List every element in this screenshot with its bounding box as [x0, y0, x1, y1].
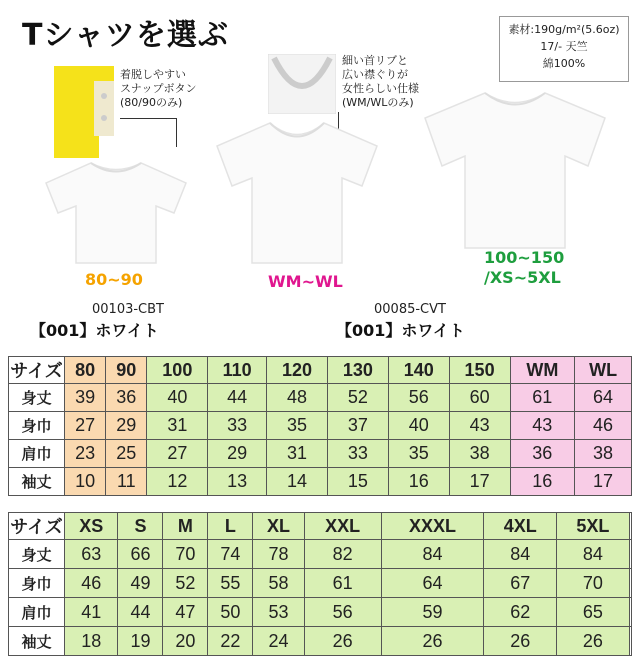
table-row: 身巾 46 49 52 55 58 61 64 67 70	[9, 569, 632, 598]
table-row: サイズ XS S M L XL XXL XXXL 4XL 5XL	[9, 513, 632, 540]
adult-color-name: 【001】ホワイト	[336, 321, 465, 340]
adult-size-label: 100~150 /XS~5XL	[484, 248, 565, 287]
table-row: 袖丈 10 11 12 13 14 15 16 17 16 17	[9, 468, 632, 496]
table-row: 肩巾 41 44 47 50 53 56 59 62 65	[9, 598, 632, 627]
adult-product-code: 00085-CVT	[374, 302, 446, 317]
kids-size-label: 80~90	[85, 270, 143, 289]
size-table-adult	[8, 512, 632, 656]
adult-tshirt-image	[420, 88, 610, 253]
table-row: 身巾 27 29 31 33 35 37 40 43 43 46	[9, 412, 632, 440]
kids-color-name: 【001】ホワイト	[30, 321, 159, 340]
spec-yarn: 17/- 天竺	[540, 40, 588, 53]
table-row: 身丈 39 36 40 44 48 52 56 60 61 64	[9, 384, 632, 412]
material-spec-box	[499, 16, 629, 82]
kids-tshirt-image	[36, 158, 196, 268]
snap-leader-line	[120, 118, 177, 147]
table-row: サイズ 80 90 100 110 120 130 140 150 WM WL	[9, 357, 632, 384]
womens-size-label: WM~WL	[268, 272, 343, 291]
kids-product-code: 00103-CBT	[92, 302, 164, 317]
table-row: 身丈 63 66 70 74 78 82 84 84 84	[9, 540, 632, 569]
snap-button-detail-image	[54, 66, 114, 158]
table-row: 袖丈 18 19 20 22 24 26 26 26 26	[9, 627, 632, 656]
womens-tshirt-image	[212, 118, 382, 268]
table-row: 肩巾 23 25 27 29 31 33 35 38 36 38	[9, 440, 632, 468]
snap-note: 着脱しやすい スナップボタン (80/90のみ)	[120, 68, 197, 109]
neck-rib-detail-image	[268, 54, 336, 114]
rib-note: 細い首リブと 広い襟ぐりが 女性らしい仕様 (WM/WLのみ)	[342, 54, 419, 109]
spec-material: 素材:190g/m²(5.6oz)	[508, 23, 620, 36]
page-title: Tシャツを選ぶ	[22, 18, 229, 53]
spec-cotton: 綿100%	[542, 57, 586, 70]
size-table-kids	[8, 356, 632, 496]
